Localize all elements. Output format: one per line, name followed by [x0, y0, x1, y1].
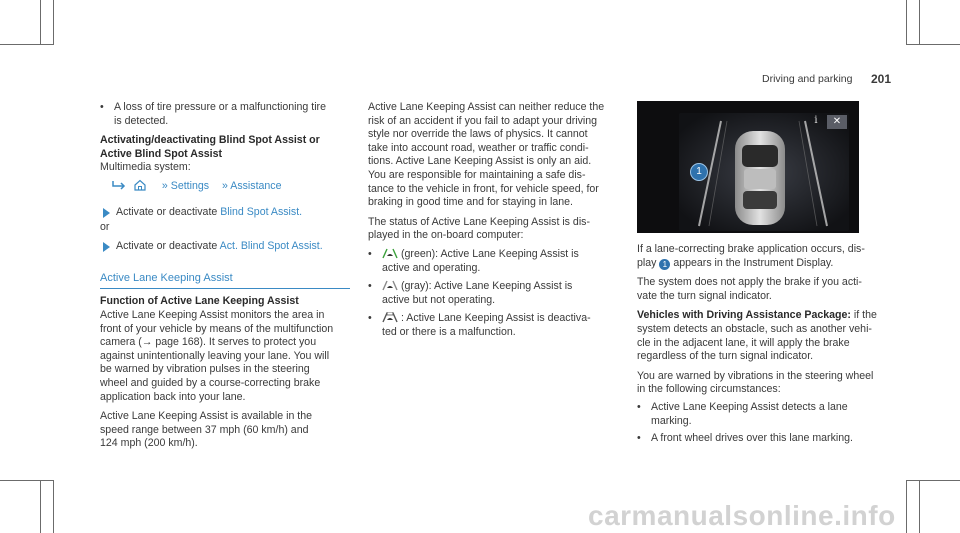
heading-function: Function of Active Lane Keeping Assist	[100, 295, 299, 308]
page-number: 201	[871, 72, 892, 86]
text-line: The system does not apply the brake if you acti-	[637, 276, 862, 289]
step-arrow-icon	[103, 242, 110, 252]
act-blind-spot-assist-link[interactable]: Act. Blind Spot Assist.	[219, 240, 323, 253]
text-line: 124 mph (200 km/h).	[100, 437, 198, 450]
multimedia-label: Multimedia system:	[100, 161, 191, 174]
middle-column	[368, 101, 626, 340]
text-line: play	[637, 256, 660, 269]
text-line: tions. Active Lane Keeping Assist is only an aid.	[368, 155, 592, 168]
text-line: system detects an obstacle, such as another vehi-	[637, 322, 872, 335]
text-line: (green): Active Lane Keeping Assist is	[401, 247, 579, 260]
text-line: A loss of tire pressure or a malfunctioning tire	[114, 101, 326, 113]
crop-mark	[919, 480, 920, 533]
instrument-display-image	[637, 101, 859, 233]
return-arrow-icon	[112, 180, 126, 190]
crop-mark	[53, 0, 54, 44]
running-header: Driving and parking	[762, 73, 853, 85]
heading-driving-assistance: Vehicles with Driving Assistance Package:	[637, 309, 851, 322]
callout-1-inline: 1	[659, 259, 670, 270]
text-line: if the	[850, 309, 877, 322]
text-line: You are responsible for maintaining a safe dis-	[368, 168, 586, 181]
bullet: •	[368, 280, 372, 293]
paragraph	[637, 370, 899, 397]
home-icon[interactable]	[133, 179, 147, 191]
list-item	[368, 312, 626, 339]
lane-keeping-off-icon	[382, 312, 398, 323]
crop-mark	[0, 480, 54, 481]
path-assistance[interactable]: Assistance	[230, 179, 282, 192]
info-icon[interactable]: i	[814, 115, 818, 126]
text-line: against unintentionally leaving your lane. You will	[100, 349, 330, 362]
bullet: •	[368, 247, 372, 260]
text-line: appears in the Instrument Display.	[670, 256, 834, 269]
paragraph	[368, 216, 626, 243]
text-line: If a lane-correcting brake application occurs, dis-	[637, 243, 865, 255]
text-line: played in the on-board computer:	[368, 229, 524, 242]
text-line: Active Lane Keeping Assist detects a lane	[651, 400, 848, 413]
text-line: risk of an accident if you fail to adapt your driving	[368, 114, 598, 127]
crop-mark	[906, 480, 960, 481]
text-line: marking.	[651, 414, 692, 427]
section-rule	[100, 288, 350, 289]
crop-mark	[0, 44, 54, 45]
crop-mark	[919, 0, 920, 44]
text-line: take into account road, weather or traffic condi-	[368, 141, 589, 154]
section-title: Active Lane Keeping Assist	[100, 271, 233, 284]
crop-mark	[40, 480, 41, 533]
text-line: regardless of the turn signal indicator.	[637, 350, 814, 363]
list-item	[100, 101, 355, 128]
step-item	[100, 206, 355, 220]
text-line: tance to the vehicle in front, for vehicle speed, for	[368, 182, 599, 195]
text-line: Active Lane Keeping Assist is available in the	[100, 410, 313, 423]
text-line: speed range between 37 mph (60 km/h) and	[100, 423, 309, 436]
crop-mark	[906, 480, 907, 533]
paragraph	[100, 410, 355, 451]
double-chevron-icon: »	[222, 179, 228, 192]
text-line: (gray): Active Lane Keeping Assist is	[401, 280, 573, 293]
menu-path	[100, 179, 355, 194]
text-line: ted or there is a malfunction.	[382, 325, 516, 338]
crop-mark	[906, 0, 907, 44]
heading-blind-spot	[100, 134, 355, 161]
paragraph	[100, 309, 355, 404]
double-chevron-icon: »	[161, 179, 168, 192]
text-line: cle in the adjacent lane, it will apply the brake	[637, 336, 850, 349]
left-column	[100, 101, 355, 451]
step-text: Activate or deactivate	[116, 240, 220, 253]
crop-mark	[906, 44, 960, 45]
bullet: •	[368, 312, 372, 325]
close-icon[interactable]: ✕	[827, 115, 847, 129]
crop-mark	[40, 0, 41, 44]
callout-1-badge: 1	[690, 163, 708, 181]
text-line: You are warned by vibrations in the steering wheel	[637, 369, 874, 382]
text-line: is detected.	[114, 114, 169, 127]
text-line: Active Lane Keeping Assist monitors the area in	[100, 308, 325, 321]
text-line: braking in good time and for staying in lane.	[368, 196, 573, 209]
list-item	[368, 280, 626, 307]
text-line: Active Lane Keeping Assist can neither reduce the	[368, 101, 605, 113]
crop-mark	[53, 480, 54, 533]
text-line: style nor override the laws of physics. It cannot	[368, 128, 588, 141]
heading-line: Activating/deactivating Blind Spot Assist or	[100, 134, 320, 147]
bullet: •	[100, 101, 104, 113]
watermark: carmanualsonline.info	[588, 500, 896, 531]
text-line: vate the turn signal indicator.	[637, 289, 772, 302]
or-text: or	[100, 220, 110, 233]
text-line: be warned by vibration pulses in the steering	[100, 363, 310, 376]
paragraph	[637, 243, 899, 270]
list-item	[368, 248, 626, 275]
text-line: in the following circumstances:	[637, 383, 781, 396]
bullet: •	[637, 432, 641, 445]
text-line: wheel and guided by a course-correcting brake	[100, 376, 321, 389]
list-item	[637, 432, 899, 446]
lane-keeping-gray-icon	[382, 280, 398, 291]
list-item	[637, 401, 899, 428]
text-line: A front wheel drives over this lane marking.	[651, 432, 853, 445]
text-line: camera (→ page 168). It serves to protect you	[100, 336, 317, 349]
lane-keeping-green-icon	[382, 248, 398, 259]
paragraph	[368, 101, 626, 210]
path-settings[interactable]: Settings	[170, 179, 210, 192]
paragraph	[637, 309, 899, 363]
step-item	[100, 240, 355, 254]
heading-line: Active Blind Spot Assist	[100, 147, 223, 160]
instrument-display-graphic	[637, 101, 859, 233]
text-line: application back into your lane.	[100, 390, 246, 403]
bullet: •	[637, 400, 641, 413]
text-line: : Active Lane Keeping Assist is deactiva-	[401, 312, 591, 325]
blind-spot-assist-link[interactable]: Blind Spot Assist.	[220, 205, 303, 218]
right-column	[637, 243, 899, 446]
text-line: active and operating.	[382, 261, 481, 274]
step-text: Activate or deactivate	[116, 205, 221, 218]
step-arrow-icon	[103, 208, 110, 218]
text-line: active but not operating.	[382, 293, 496, 306]
text-line: front of your vehicle by means of the multifunction	[100, 322, 334, 335]
paragraph	[637, 276, 899, 303]
text-line: The status of Active Lane Keeping Assist is dis-	[368, 215, 590, 228]
